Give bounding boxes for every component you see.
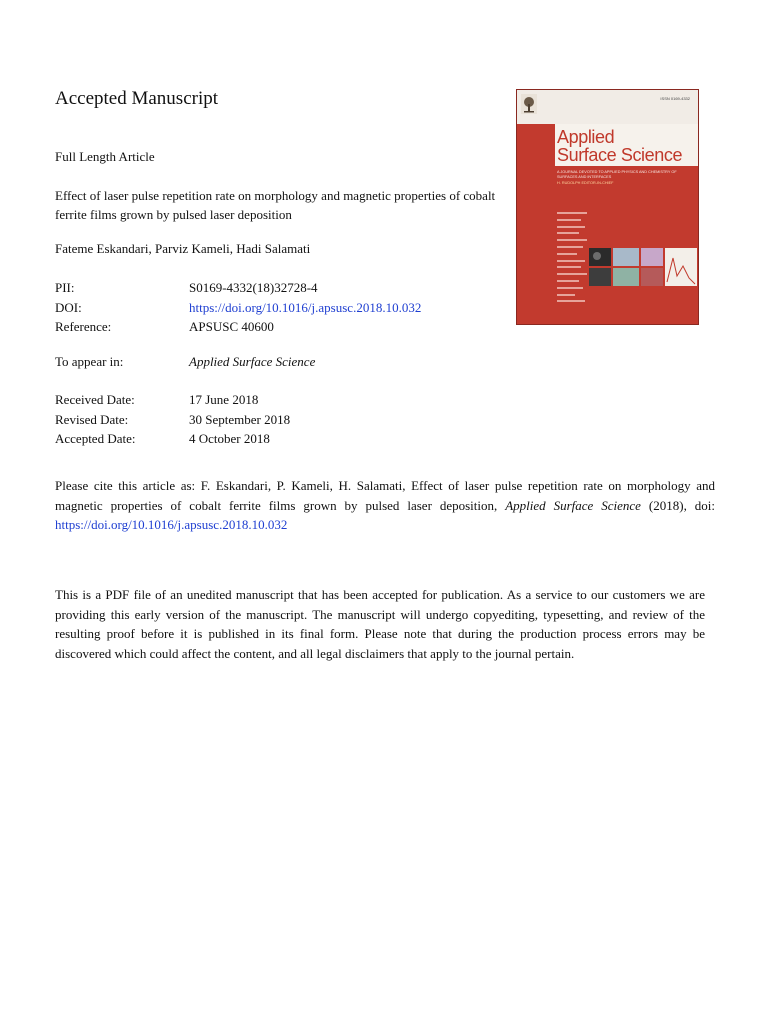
citation-paragraph bbox=[55, 476, 715, 535]
disclaimer-paragraph: This is a PDF file of an unedited manuscript that has been accepted for publication. As a service to our customers we are providing this early version of the manuscript. The manuscript will undergo copyediting, typesetting, and review of the resulting proof before it is published in its final form. Please note that during the production process errors may be discovered which could affect the content, and all legal disclaimers that apply to the journal pertain. bbox=[55, 587, 705, 661]
revised-value: 30 September 2018 bbox=[189, 411, 291, 427]
citation-doi-label: doi: bbox=[694, 497, 716, 513]
doi-label: DOI: bbox=[55, 299, 82, 315]
revised-label: Revised Date: bbox=[55, 411, 129, 427]
cover-subtitle: A JOURNAL DEVOTED TO APPLIED PHYSICS AND CHEMISTRY OF SURFACES AND INTERFACES bbox=[557, 170, 677, 179]
reference-value: APSUSC 40600 bbox=[189, 319, 274, 334]
cover-title bbox=[557, 128, 682, 164]
article-title: Effect of laser pulse repetition rate on morphology and magnetic properties of cobalt ferrite films grown by pulsed laser deposition bbox=[55, 188, 496, 222]
page-heading: Accepted Manuscript bbox=[55, 88, 219, 109]
cover-title-line1: Applied bbox=[557, 127, 615, 147]
citation-doi-link[interactable]: https://doi.org/10.1016/j.apsusc.2018.10.032 bbox=[55, 517, 288, 532]
dates-table bbox=[55, 390, 290, 449]
cover-issn: ISSN 0169-4332 bbox=[660, 96, 690, 101]
revised-row bbox=[55, 410, 290, 430]
article-type: Full Length Article bbox=[55, 149, 155, 164]
reference-label: Reference: bbox=[55, 319, 112, 334]
authors: Fateme Eskandari, Parviz Kameli, Hadi Salamati bbox=[55, 241, 311, 256]
accepted-label: Accepted Date: bbox=[55, 431, 136, 446]
reference-row bbox=[55, 317, 421, 337]
doi-row bbox=[55, 298, 421, 318]
citation-year: (2018), bbox=[648, 497, 687, 513]
received-label: Received Date: bbox=[55, 392, 135, 407]
accepted-row bbox=[55, 429, 290, 449]
elsevier-tree-icon bbox=[521, 94, 537, 114]
doi-link[interactable]: https://doi.org/10.1016/j.apsusc.2018.10.032 bbox=[189, 299, 422, 315]
pii-label: PII: bbox=[55, 280, 75, 295]
accepted-value: 4 October 2018 bbox=[189, 431, 270, 446]
pii-row bbox=[55, 278, 421, 298]
cover-title-line2: Surface Science bbox=[557, 145, 683, 165]
journal-name: Applied Surface Science bbox=[189, 354, 316, 369]
citation-text: Please cite this article as: F. Eskandari, P. Kameli, H. Salamati, Effect of laser pulse repetition rate on morphology and magnetic properties of cobalt ferrite films grown by pulsed laser deposition, bbox=[55, 478, 715, 513]
citation-journal: Applied Surface Science bbox=[505, 497, 641, 513]
pii-value: S0169-4332(18)32728-4 bbox=[189, 280, 318, 295]
received-value: 17 June 2018 bbox=[189, 392, 259, 407]
cover-editor: H. RUDOLPH EDITOR-IN-CHIEF bbox=[557, 181, 614, 185]
journal-cover bbox=[516, 89, 699, 325]
received-row bbox=[55, 390, 290, 410]
cover-figure-thumbnails bbox=[589, 248, 699, 288]
appear-in-row bbox=[55, 354, 315, 370]
metadata-table bbox=[55, 278, 421, 337]
appear-label: To appear in: bbox=[55, 354, 124, 369]
